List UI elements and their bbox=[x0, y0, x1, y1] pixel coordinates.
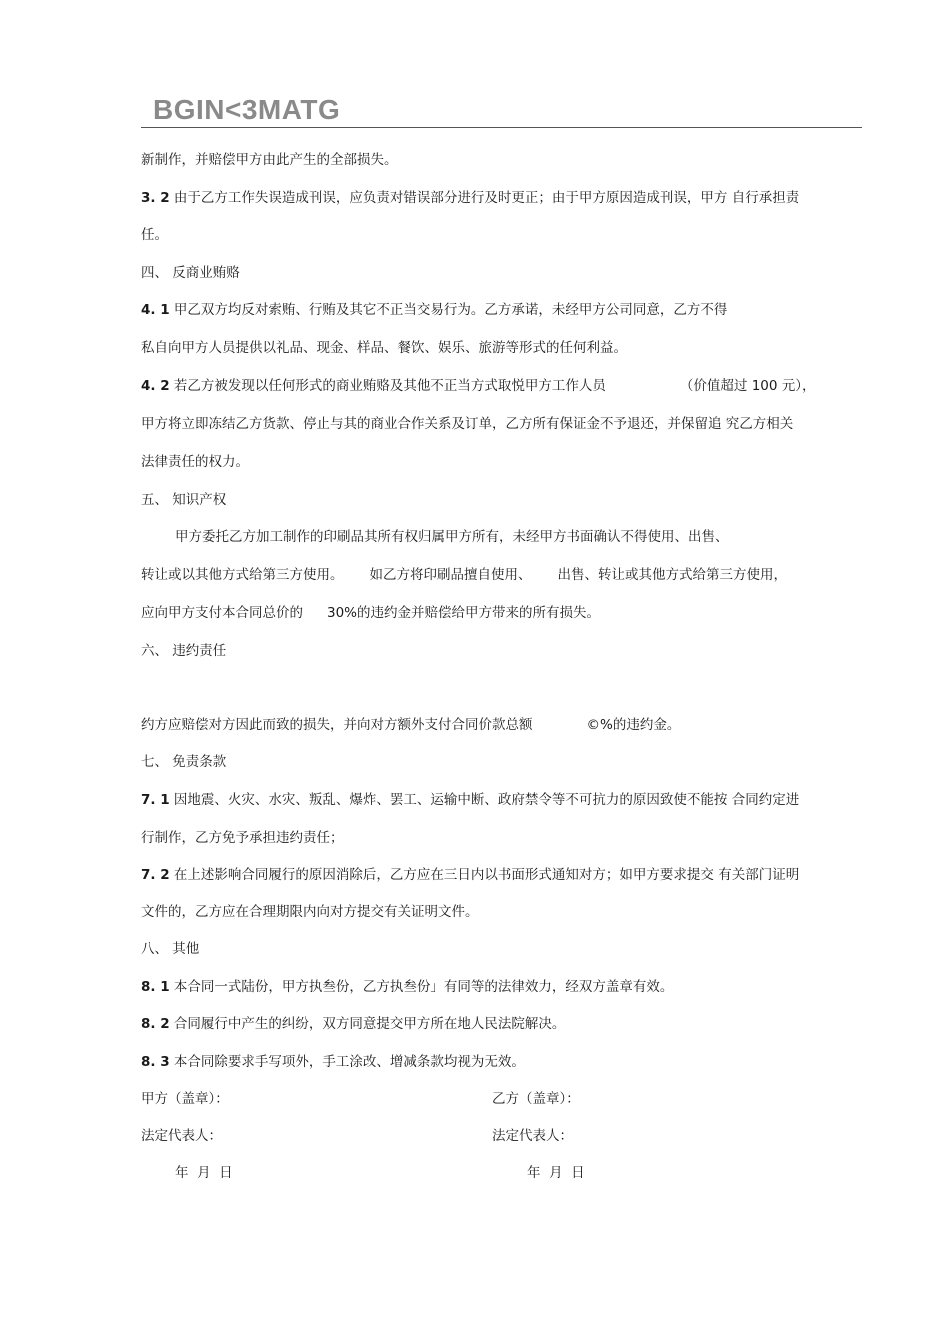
paragraph-line: 甲方将立即冻结乙方货款、停止与其的商业合作关系及订单，乙方所有保证金不予退还，并保留追 究乙方相关 bbox=[141, 416, 794, 432]
clause-7-2: 7. 2 在上述影响合同履行的原因消除后，乙方应在三日内以书面形式通知对方；如甲方要求提交 有关部门证明 bbox=[141, 867, 800, 883]
paragraph-line: 应向甲方支付本合同总价的 30%的违约金并赔偿给甲方带来的所有损失。 bbox=[141, 605, 601, 621]
section-heading-8: 八、 其他 bbox=[141, 941, 200, 957]
party-b-representative: 法定代表人： bbox=[492, 1128, 573, 1144]
party-b-seal: 乙方（盖章）： bbox=[492, 1091, 580, 1107]
party-a-seal: 甲方（盖章）： bbox=[141, 1091, 229, 1107]
party-a-representative: 法定代表人： bbox=[141, 1128, 222, 1144]
clause-4-2: 4. 2 若乙方被发现以任何形式的商业贿赂及其他不正当方式取悦甲方工作人员 （价值超过 100 元）， bbox=[141, 378, 816, 394]
clause-3-2: 3. 2 由于乙方工作失误造成刊误，应负责对错误部分进行及时更正；由于甲方原因造成刊误，甲方 自行承担责 bbox=[141, 190, 800, 206]
clause-8-1: 8. 1 本合同一式陆份，甲方执叁份，乙方执叁份」有同等的法律效力，经双方盖章有效。 bbox=[141, 979, 674, 995]
paragraph-line: 转让或以其他方式给第三方使用。 如乙方将印刷品擅自使用、 出售、转让或其他方式给第三方使用， bbox=[141, 567, 787, 583]
paragraph-line: 文件的，乙方应在合理期限内向对方提交有关证明文件。 bbox=[141, 904, 479, 920]
clause-7-1: 7. 1 因地震、火灾、水灾、叛乱、爆炸、罢工、运输中断、政府禁令等不可抗力的原因致使不能按 合同约定进 bbox=[141, 792, 800, 808]
section-heading-6: 六、 违约责任 bbox=[141, 643, 227, 659]
paragraph-line: 新制作，并赔偿甲方由此产生的全部损失。 bbox=[141, 152, 398, 168]
section-heading-4: 四、 反商业贿赂 bbox=[141, 265, 240, 281]
header-logo: BGIN<3MATG bbox=[153, 94, 341, 125]
paragraph-line: 行制作，乙方免予承担违约责任； bbox=[141, 830, 344, 846]
clause-8-2: 8. 2 合同履行中产生的纠纷，双方同意提交甲方所在地人民法院解决。 bbox=[141, 1016, 566, 1032]
party-b-date: 年 月 日 bbox=[527, 1165, 585, 1181]
section-heading-5: 五、 知识产权 bbox=[141, 492, 227, 508]
paragraph-line: 私自向甲方人员提供以礼品、现金、样品、餐饮、娱乐、旅游等形式的任何利益。 bbox=[141, 340, 627, 356]
paragraph-line: 甲方委托乙方加工制作的印刷品其所有权归属甲方所有，未经甲方书面确认不得使用、出售、 bbox=[175, 529, 729, 545]
clause-4-1: 4. 1 甲乙双方均反对索贿、行贿及其它不正当交易行为。乙方承诺，未经甲方公司同意，乙方不得 bbox=[141, 302, 728, 318]
paragraph-line: 约方应赔偿对方因此而致的损失，并向对方额外支付合同价款总额 ©%的违约金。 bbox=[141, 717, 681, 733]
section-heading-7: 七、 免责条款 bbox=[141, 754, 227, 770]
party-a-date: 年 月 日 bbox=[175, 1165, 233, 1181]
clause-8-3: 8. 3 本合同除要求手写项外，手工涂改、增减条款均视为无效。 bbox=[141, 1054, 525, 1070]
paragraph-line: 法律责任的权力。 bbox=[141, 454, 249, 470]
header-divider bbox=[141, 127, 862, 128]
paragraph-line: 任。 bbox=[141, 227, 168, 243]
